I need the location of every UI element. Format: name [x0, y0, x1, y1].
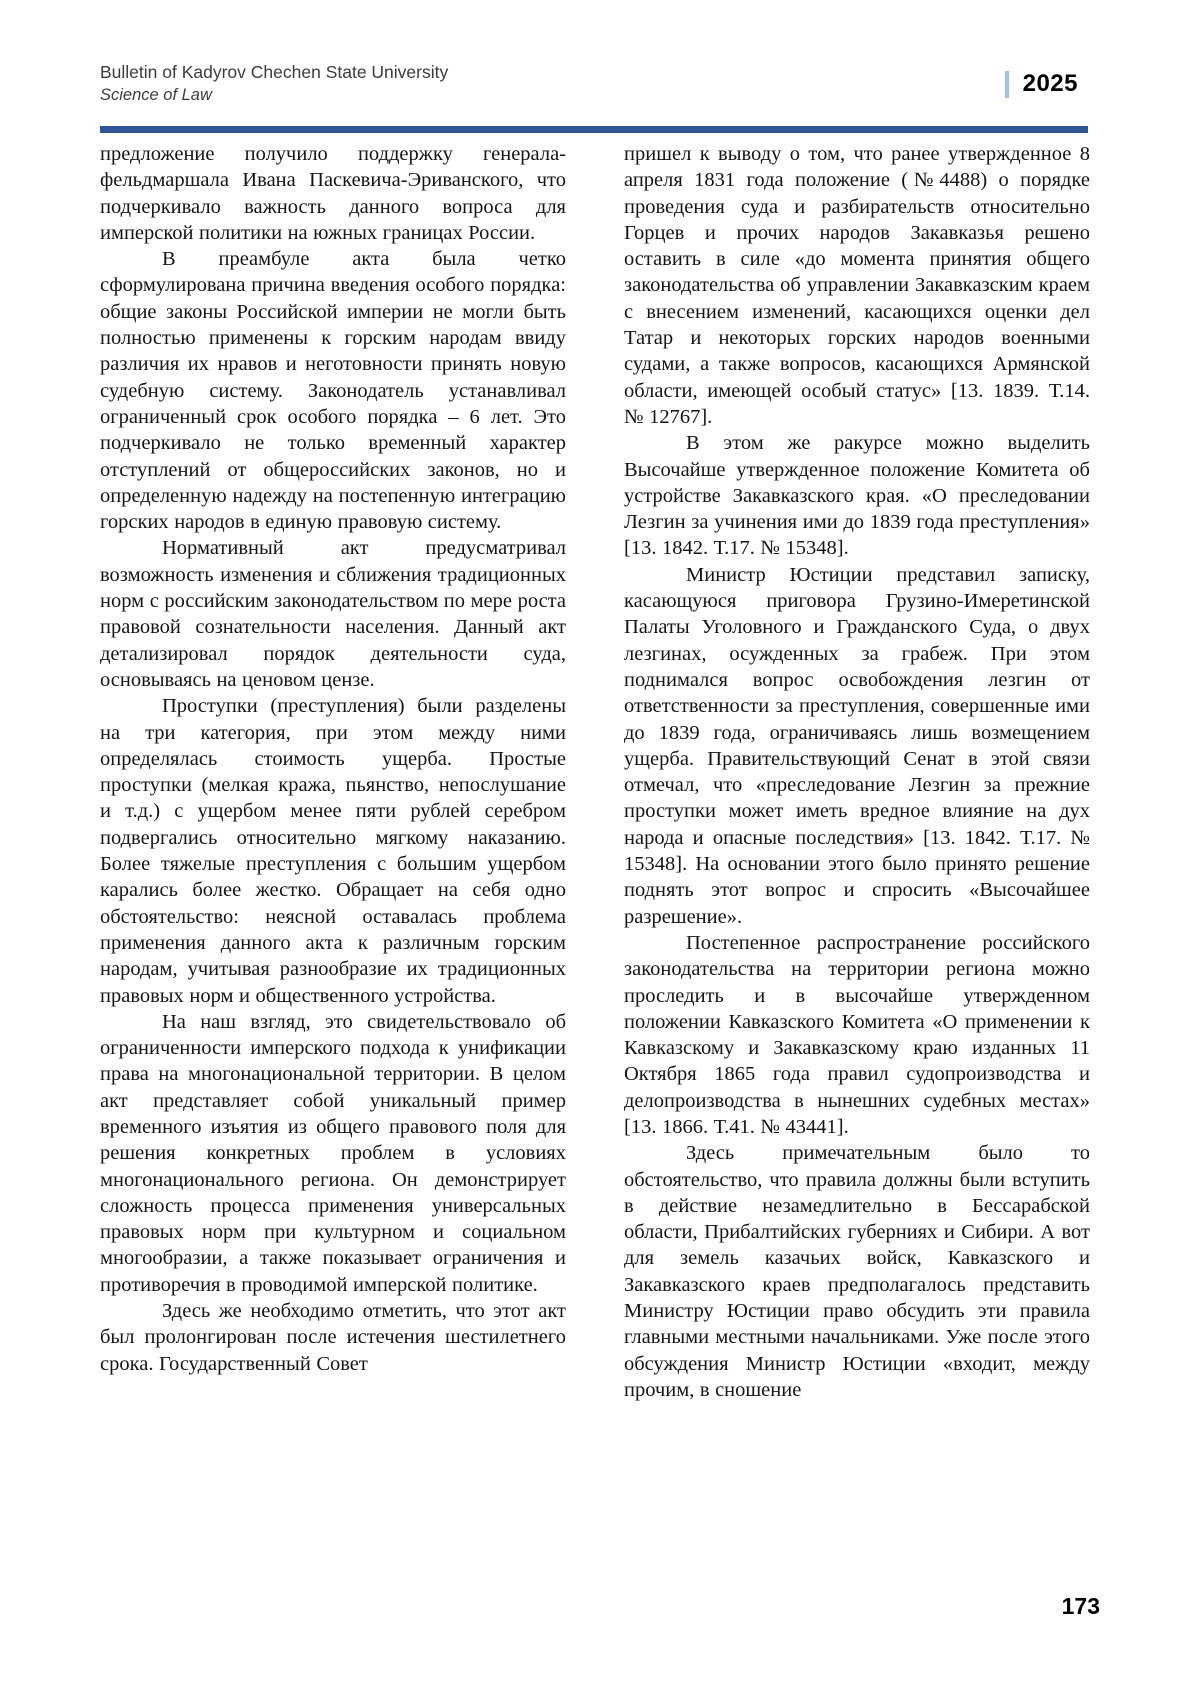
journal-title: Bulletin of Kadyrov Chechen State University	[100, 62, 449, 82]
paragraph: В этом же ракурсе можно выделить Высочайше утвержденное положение Комитета об устройстве Закавказского края. «О преследовании Лезгин за учинения ими до 1839 года преступления» [13. 1842. Т.17. № 15348].	[624, 432, 1090, 560]
paragraph: предложение получило поддержку генерала-фельдмаршала Ивана Паскевича-Эриванского, что подчеркивало важность данного вопроса для имперской политики на южных границах России.	[100, 143, 566, 244]
left-column	[100, 141, 566, 1403]
paragraph: Министр Юстиции представил записку, касающуюся приговора Грузино-Имеретинской Палаты Уголовного и Гражданского Суда, о двух лезгинах, осужденных за грабеж. При этом поднимался вопрос освобождения лезгин от ответственности за преступления, совершенные ими до 1839 года, ограничиваясь лишь возмещением ущерба. Правительствующий Сенат в этой связи отмечал, что «преследование Лезгин за прежние проступки может иметь вредное влияние на дух народа и опасные последствия» [13. 1842. Т.17. № 15348]. На основании этого было принято решение поднять этот вопрос и спросить «Высочайшее разрешение».	[624, 563, 1090, 928]
paragraph: Постепенное распространение российского законодательства на территории региона можно проследить и в высочайше утвержденном положении Кавказского Комитета «О применении к Кавказскому и Закавказскому краю изданных 11 Октября 1865 года правил судопроизводства и делопроизводства в нынешних судебных местах» [13. 1866. Т.41. № 43441].	[624, 931, 1090, 1138]
article-body	[100, 141, 1090, 1403]
page-number: 173	[1061, 1593, 1100, 1619]
paragraph: На наш взгляд, это свидетельствовало об ограниченности имперского подхода к унификации права на многонациональной территории. В целом акт представляет собой уникальный пример временного изъятия из общего правового поля для решения конкретных проблем в условиях многонационального региона. Он демонстрирует сложность процесса применения универсальных правовых норм при культурном и социальном многообразии, а также показывает ограничения и противоречия в проводимой имперской политике.	[100, 1010, 566, 1296]
year-badge	[1005, 70, 1078, 98]
paragraph: Нормативный акт предусматривал возможность изменения и сближения традиционных норм с российским законодательством по мере роста правовой сознательности населения. Данный акт детализировал порядок деятельности суда, основываясь на ценовом цензе.	[100, 537, 566, 691]
right-column	[624, 141, 1090, 1403]
page-header	[100, 60, 1090, 106]
paragraph: В преамбуле акта была четко сформулирована причина введения особого порядка: общие законы Российской империи не могли быть полностью применены к горским народам ввиду различия их нравов и неготовности принять новую судебную систему. Законодатель устанавливал ограниченный срок особого порядка – 6 лет. Это подчеркивало не только временный характер отступлений от общероссийских законов, но и определенную надежду на постепенную интеграцию горских народов в единую правовую систему.	[100, 248, 566, 534]
paragraph: пришел к выводу о том, что ранее утвержденное 8 апреля 1831 года положение (№4488) о порядке проведения суда и разбирательств относительно Горцев и прочих народов Закавказья решено оставить в силе «до момента принятия общего законодательства об управлении Закавказским краем с внесением изменений, касающихся оценки дел Татар и некоторых горских народов военными судами, а также вопросов, касающихся Армянской области, имеющей особый статус» [13. 1839. Т.14. № 12767].	[624, 143, 1090, 428]
publication-year: 2025	[1022, 70, 1078, 97]
paragraph: Проступки (преступления) были разделены на три категория, при этом между ними определялась стоимость ущерба. Простые проступки (мелкая кража, пьянство, непослушание и т.д.) с ущербом менее пяти рублей серебром подвергались относительно мягкому наказанию. Более тяжелые преступления с большим ущербом карались более жестко. Обращает на себя одно обстоятельство: неясной оставалась проблема применения данного акта к различным горским народам, учитывая разнообразие их традиционных правовых норм и общественного устройства.	[100, 695, 566, 1007]
paragraph: Здесь примечательным было то обстоятельство, что правила должны были вступить в действие незамедлительно в Бессарабской области, Прибалтийских губерниях и Сибири. А вот для земель казачьих войск, Кавказского и Закавказского краев предполагалось представить Министру Юстиции право обсудить эти правила главными местными начальниками. Уже после этого обсуждения Министр Юстиции «входит, между прочим, в сношение	[624, 1142, 1090, 1401]
paragraph: Здесь же необходимо отметить, что этот акт был пролонгирован после истечения шестилетнего срока. Государственный Совет	[100, 1300, 566, 1375]
page-footer	[1062, 1593, 1100, 1620]
journal-subtitle: Science of Law	[100, 86, 212, 104]
header-rule	[100, 126, 1088, 133]
year-accent-bar	[1005, 71, 1009, 98]
